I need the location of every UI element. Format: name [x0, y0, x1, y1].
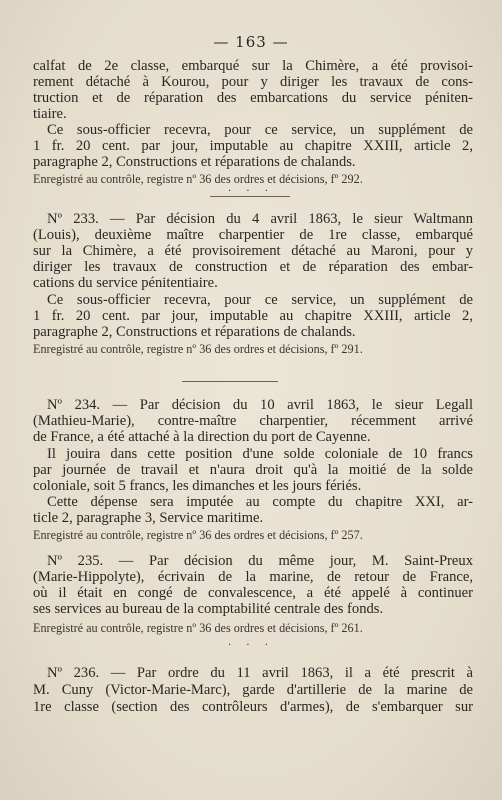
block1-line-4: tiaire. [33, 106, 67, 122]
block3-line-2: (Mathieu-Marie), contre-maître charpentier, récemment arrivé [33, 413, 473, 429]
block5-line-1: Nº 236. — Par ordre du 11 avril 1863, il a été prescrit à [47, 665, 473, 681]
block2-line-1: Nº 233. — Par décision du 4 avril 1863, le sieur Waltmann [47, 211, 473, 227]
block3-line-5: par journée de travail et n'aura droit qu'à la moitié de la solde [33, 462, 473, 478]
block2-line-5: cations du service pénitentiaire. [33, 275, 218, 291]
separator-stars: · · · [228, 640, 274, 651]
block2-line-7: 1 fr. 20 cent. par jour, imputable au chapitre XXIII, article 2, [33, 308, 473, 324]
block5-line-3: 1re classe (section des contrôleurs d'armes), de s'embarquer sur [33, 699, 473, 715]
block3-line-6: coloniale, soit 5 francs, les dimanches et les jours fériés. [33, 478, 362, 494]
block1-line-1: calfat de 2e classe, embarqué sur la Chimère, a été provisoi- [33, 58, 473, 74]
block4-line-1: Nº 235. — Par décision du même jour, M. Saint-Preux [47, 553, 473, 569]
block2-registry: Enregistré au contrôle, registre nº 36 des ordres et décisions, fº 291. [33, 342, 363, 356]
block3-line-1: Nº 234. — Par décision du 10 avril 1863, le sieur Legall [47, 397, 473, 413]
separator-rule [210, 196, 290, 197]
block3-line-7: Cette dépense sera imputée au compte du chapitre XXI, ar- [47, 494, 473, 510]
block1-line-3: truction et de réparation des embarcations du service péniten- [33, 90, 473, 106]
block2-line-3: sur la Chimère, a été provisoirement détaché au Maroni, pour y [33, 243, 473, 259]
block4-line-4: ses services au bureau de la comptabilité centrale des fonds. [33, 601, 384, 617]
block3-line-3: de France, a été attaché à la direction du port de Cayenne. [33, 429, 371, 445]
block1-registry: Enregistré au contrôle, registre nº 36 des ordres et décisions, fº 292. [33, 172, 363, 186]
page-number: — 163 — [213, 33, 289, 51]
block3-registry: Enregistré au contrôle, registre nº 36 des ordres et décisions, fº 257. [33, 528, 363, 542]
block1-line-5: Ce sous-officier recevra, pour ce service, un supplément de [47, 122, 473, 138]
block4-line-2: (Marie-Hippolyte), écrivain de la marine, de retour de France, [33, 569, 473, 585]
block4-line-3: où il était en congé de convalescence, a été appelé à continuer [33, 585, 473, 601]
block2-line-6: Ce sous-officier recevra, pour ce service, un supplément de [47, 292, 473, 308]
separator-stars: · · · [228, 186, 274, 197]
separator-rule [182, 381, 278, 382]
block2-line-2: (Louis), deuxième maître charpentier de 1re classe, embarqué [33, 227, 473, 243]
block3-line-8: ticle 2, paragraphe 3, Service maritime. [33, 510, 264, 526]
block1-line-2: rement détaché à Kourou, pour y diriger les travaux de cons- [33, 74, 473, 90]
block1-line-7: paragraphe 2, Constructions et réparations de chalands. [33, 154, 356, 170]
block1-line-6: 1 fr. 20 cent. par jour, imputable au chapitre XXIII, article 2, [33, 138, 473, 154]
block2-line-4: diriger les travaux de construction et de réparation des embar- [33, 259, 473, 275]
block4-registry: Enregistré au contrôle, registre nº 36 des ordres et décisions, fº 261. [33, 621, 363, 635]
block5-line-2: M. Cuny (Victor-Marie-Marc), garde d'artillerie de la marine de [33, 682, 473, 698]
block3-line-4: Il jouira dans cette position d'une solde coloniale de 10 francs [47, 446, 473, 462]
block2-line-8: paragraphe 2, Constructions et réparations de chalands. [33, 324, 356, 340]
